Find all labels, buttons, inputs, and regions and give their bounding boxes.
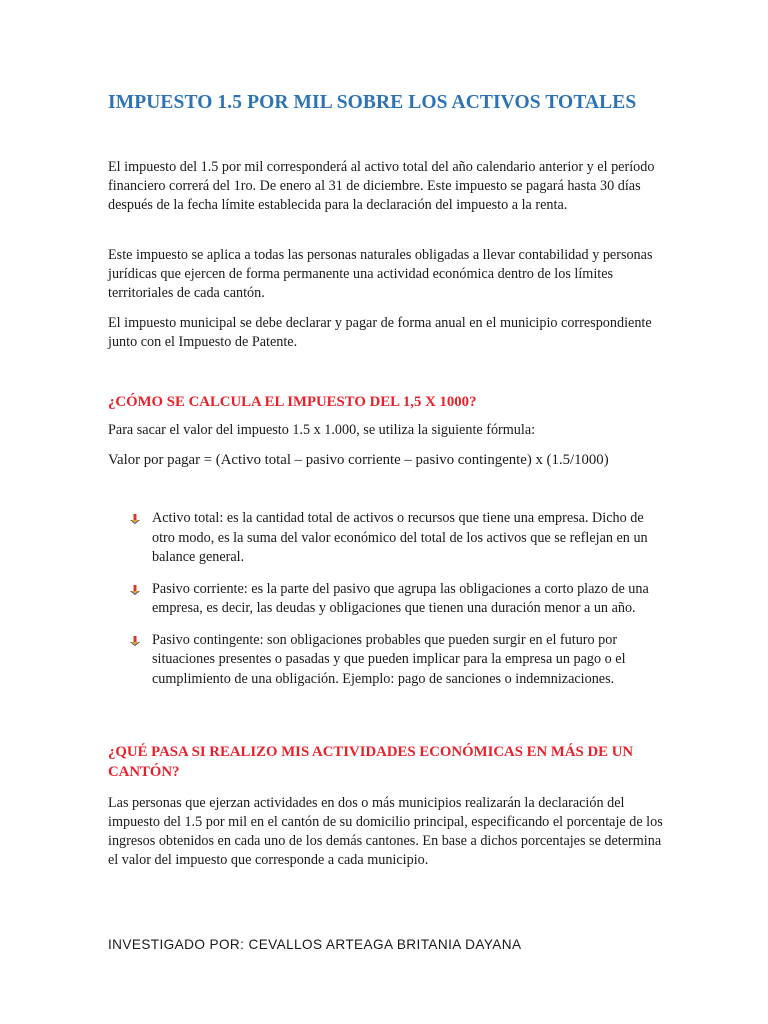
arrow-bullet-icon [130,514,140,524]
list-item-text: Activo total: es la cantidad total de activos o recursos que tiene una empresa. Dicho de otro modo, es la suma del valor económico del total de los activos que se reflejan en un balance general. [152,510,648,565]
list-item [130,631,670,690]
definition-list [130,509,670,701]
intro-paragraph-2: Este impuesto se aplica a todas las personas naturales obligadas a llevar contabilidad y personas jurídicas que ejercen de forma permanente una actividad económica dentro de los límites territoriales de cada cantón. [108,247,653,301]
arrow-bullet-icon [130,636,140,646]
multiple-cantons-paragraph: Las personas que ejerzan actividades en dos o más municipios realizarán la declaración del impuesto del 1.5 por mil en el cantón de su domicilio principal, especificando el porcentaje de los ingresos obtenidos en cada uno de los demás cantones. En base a dichos porcentajes se determina el valor del impuesto que corresponde a cada municipio. [108,795,663,868]
formula-intro: Para sacar el valor del impuesto 1.5 x 1.000, se utiliza la siguiente fórmula: [108,422,536,438]
list-item [130,509,670,568]
list-item [130,580,670,619]
intro-paragraph-3: El impuesto municipal se debe declarar y pagar de forma anual en el municipio correspondiente junto con el Impuesto de Patente. [108,315,652,350]
list-item-text: Pasivo contingente: son obligaciones probables que pueden surgir en el futuro por situaciones presentes o pasadas y que pueden implicar para la empresa un pago o el cumplimiento de una obligación. Ejemplo: pago de sanciones o indemnizaciones. [152,631,626,687]
intro-paragraph-1: El impuesto del 1.5 por mil corresponderá al activo total del año calendario anterior y el período financiero correrá del 1ro. De enero al 31 de diciembre. Este impuesto se pagará hasta 30 días después de la fecha límite establecida para la declaración del impuesto a la renta. [108,159,655,213]
formula-text: Valor por pagar = (Activo total – pasivo corriente – pasivo contingente) x (1.5/1000) [108,452,609,468]
section-heading-calculation: ¿CÓMO SE CALCULA EL IMPUESTO DEL 1,5 X 1000? [108,394,477,410]
section-heading-multiple-cantons: ¿QUÉ PASA SI REALIZO MIS ACTIVIDADES ECONÓMICAS EN MÁS DE UN CANTÓN? [108,744,634,780]
arrow-bullet-icon [130,585,140,595]
list-item-text: Pasivo corriente: es la parte del pasivo que agrupa las obligaciones a corto plazo de una empresa, es decir, las deudas y obligaciones que tienen una duración menor a un año. [152,580,649,616]
document-title: IMPUESTO 1.5 POR MIL SOBRE LOS ACTIVOS TOTALES [108,92,637,113]
author-signature: INVESTIGADO POR: CEVALLOS ARTEAGA BRITANIA DAYANA [108,937,522,952]
